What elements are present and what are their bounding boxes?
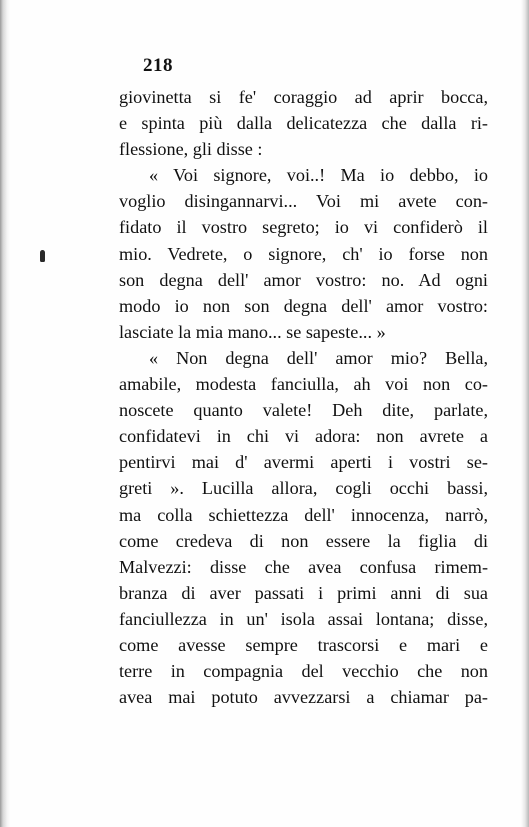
text-line: son degna dell' amor vostro: no. Ad ogni [119, 269, 488, 290]
text-line: lasciate la mia mano... se sapeste... » [119, 321, 386, 342]
text-line: confidatevi in chi vi adora: non avrete a [119, 426, 488, 447]
text-line: pentirvi mai d' avermi aperti i vostri se- [119, 452, 488, 473]
text-line: come avesse sempre trascorsi e mari e [119, 634, 488, 655]
text-line: voglio disingannarvi... Voi mi avete con- [119, 191, 488, 212]
page-number: 218 [143, 55, 173, 76]
margin-ink-mark [40, 250, 45, 262]
text-line: Malvezzi: disse che avea confusa rimem- [119, 556, 488, 577]
page-left-edge [0, 0, 10, 827]
text-line: « Voi signore, voi..! Ma io debbo, io [149, 165, 488, 186]
text-line: avea mai potuto avvezzarsi a chiamar pa- [119, 687, 488, 708]
text-line: fanciullezza in un' isola assai lontana; disse, [119, 608, 488, 629]
text-line: noscete quanto valete! Deh dite, parlate, [119, 400, 488, 421]
text-line: e spinta più dalla delicatezza che dalla ri- [119, 113, 488, 134]
text-line: giovinetta si fe' coraggio ad aprir bocca, [119, 87, 488, 107]
text-line: come credeva di non essere la figlia di [119, 530, 488, 551]
text-line: greti ». Lucilla allora, cogli occhi bassi, [119, 478, 488, 499]
body-text [119, 84, 488, 710]
text-line: branza di aver passati i primi anni di sua [119, 582, 488, 603]
text-line: fidato il vostro segreto; io vi confiderò il [119, 217, 488, 238]
text-line: terre in compagnia del vecchio che non [119, 661, 488, 682]
text-line: amabile, modesta fanciulla, ah voi non co- [119, 374, 488, 395]
text-line: ma colla schiettezza dell' innocenza, narrò, [119, 504, 488, 525]
text-line: modo io non son degna dell' amor vostro: [119, 295, 488, 316]
page-right-edge [521, 0, 529, 827]
text-line: mio. Vedrete, o signore, ch' io forse non [119, 243, 488, 264]
text-line: flessione, gli disse : [119, 139, 263, 160]
text-line: « Non degna dell' amor mio? Bella, [149, 347, 488, 368]
